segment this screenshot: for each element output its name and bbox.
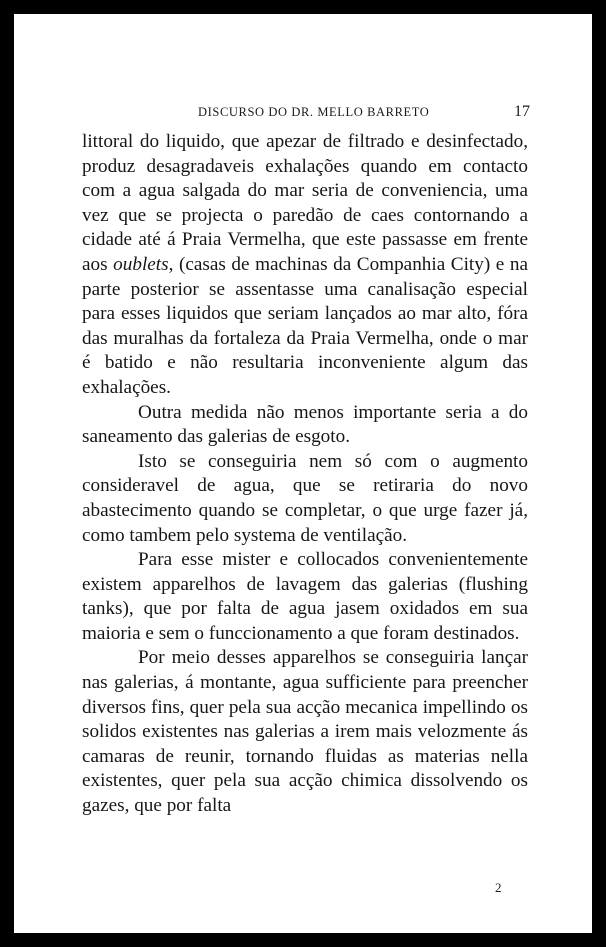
body-text <box>82 130 528 819</box>
paragraph-4: Para esse mister e collocados convenientemente existem apparelhos de lavagem das galerias (flushing tanks), que por falta de agua jasem oxidados em sua maioria e sem o funccionamento a que foram destinados. <box>82 549 528 644</box>
italic-term: oublets <box>113 253 169 275</box>
paragraph-5: Por meio desses apparelhos se conseguiria lançar nas galerias, á montante, agua sufficiente para preencher diversos fins, quer pela sua acção mecanica impellindo os solidos existentes nas galerias a irem mais velozmente ás camaras de reunir, tornando fluidas as materias nella existentes, quer pela sua acção chimica dissolvendo os gazes, que por falta <box>82 647 528 817</box>
running-header <box>102 105 530 123</box>
page-number: 17 <box>514 103 530 120</box>
paragraph-1 <box>82 130 528 401</box>
running-title: DISCURSO DO DR. MELLO BARRETO <box>198 105 430 119</box>
book-page <box>14 14 592 933</box>
signature-mark: 2 <box>495 880 502 895</box>
paragraph-1-text-b: , (casas de machinas da Companhia City) e na parte posterior se assentasse uma canalisação especial para esses liquidos que seriam lançados ao mar alto, fóra das muralhas da fortaleza da Praia Vermelha, onde o mar é batido e não resultaria inconveniente algum das exhalações. <box>82 253 529 398</box>
paragraph-2: Outra medida não menos importante seria a do saneamento das galerias de esgoto. <box>82 401 528 448</box>
paragraph-3: Isto se conseguiria nem só com o augmento consideravel de agua, que se retiraria do novo abastecimento quando se completar, o que urge fazer já, como tambem pelo systema de ventilação. <box>82 450 528 546</box>
paragraph-1-text-a: littoral do liquido, que apezar de filtrado e desinfectado, produz desagradaveis exhalações quando em contacto com a agua salgada do mar seria de conveniencia, uma vez que se projecta o paredão de caes contornando a cidade até á Praia Vermelha, que este passasse em frente aos <box>82 131 528 275</box>
